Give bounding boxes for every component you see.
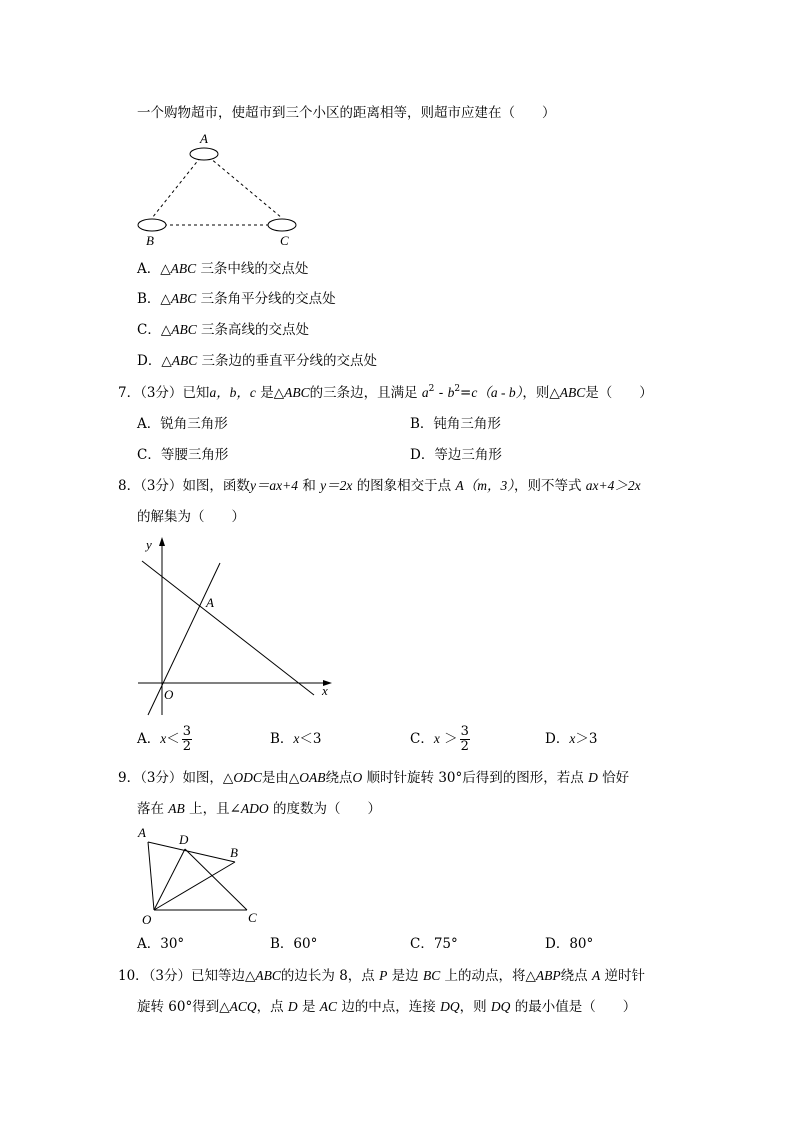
q9-option-a[interactable]: A．30° xyxy=(137,936,185,952)
point-d-label: D xyxy=(179,832,189,847)
q8-option-b[interactable]: B．x＜3 xyxy=(270,731,322,747)
y-axis-label: y xyxy=(146,537,152,552)
label-c: C xyxy=(280,233,289,248)
q7-option-b[interactable]: B．钝角三角形 xyxy=(410,416,501,432)
point-c-label: C xyxy=(248,910,257,925)
q9-figure xyxy=(132,822,267,932)
q9-option-b[interactable]: B．60° xyxy=(270,936,318,952)
q6-option-a[interactable]: A．△ABC 三条中线的交点处 xyxy=(137,261,309,277)
x-axis-label: x xyxy=(322,683,328,698)
q8-option-d[interactable]: D．x＞3 xyxy=(545,731,598,747)
q9-stem: 9．（3分）如图，△ODC是由△OAB绕点O 顺时针旋转 30°后得到的图形，若点 D 恰好 xyxy=(118,770,630,786)
q8-graph xyxy=(132,533,342,723)
q9-option-c[interactable]: C．75° xyxy=(410,936,458,952)
origin-label: O xyxy=(164,687,174,702)
q10-stem: 10．（3分）已知等边△ABC的边长为 8，点 P 是边 BC 上的动点，将△ABP绕点 A 逆时针 xyxy=(118,968,645,984)
point-a-label: A xyxy=(206,595,214,610)
q6-option-c[interactable]: C．△ABC 三条高线的交点处 xyxy=(137,322,310,338)
label-b: B xyxy=(146,233,154,248)
point-b-label: B xyxy=(230,845,238,860)
q8-option-c[interactable]: C．x ＞ $\frac{3}{2}$ xyxy=(410,724,469,754)
point-o-label: O xyxy=(142,912,152,927)
q8-stem: 8．（3分）如图，函数y＝ax+4 和 y＝2x 的图象相交于点 A（m，3），则不等式 ax+4＞2x xyxy=(118,478,641,494)
q6-option-b[interactable]: B．△ABC 三条角平分线的交点处 xyxy=(137,291,336,307)
q9-stem-line2: 落在 AB 上，且∠ADO 的度数为（ ） xyxy=(137,801,381,817)
q6-stem: 一个购物超市，使超市到三个小区的距离相等，则超市应建在（ ） xyxy=(137,105,556,121)
point-a-label: A xyxy=(138,825,146,840)
q8-stem-line2: 的解集为（ ） xyxy=(137,509,245,525)
q10-stem-line2: 旋转 60°得到△ACQ，点 D 是 AC 边的中点，连接 DQ，则 DQ 的最小值是（ ） xyxy=(137,999,637,1015)
line-y-ax-plus-4 xyxy=(142,561,314,695)
q7-stem: 7．（3分）已知a，b，c 是△ABC的三条边，且满足 $a^2 - b^2=c(a - b)$，则△ABC是（ ） xyxy=(118,384,653,401)
q7-option-c[interactable]: C．等腰三角形 xyxy=(137,447,229,463)
q7-option-d[interactable]: D．等边三角形 xyxy=(410,447,502,463)
label-a: A xyxy=(200,131,208,146)
community-a xyxy=(190,148,218,160)
line-y-2x xyxy=(148,563,220,715)
q7-option-a[interactable]: A．锐角三角形 xyxy=(137,416,228,432)
q9-option-d[interactable]: D．80° xyxy=(545,936,594,952)
q8-option-a[interactable]: A．x＜ $\frac{3}{2}$ xyxy=(137,724,192,754)
community-c xyxy=(268,219,296,231)
community-b xyxy=(138,219,166,231)
q6-option-d[interactable]: D．△ABC 三条边的垂直平分线的交点处 xyxy=(137,353,378,369)
q6-figure xyxy=(132,130,302,250)
